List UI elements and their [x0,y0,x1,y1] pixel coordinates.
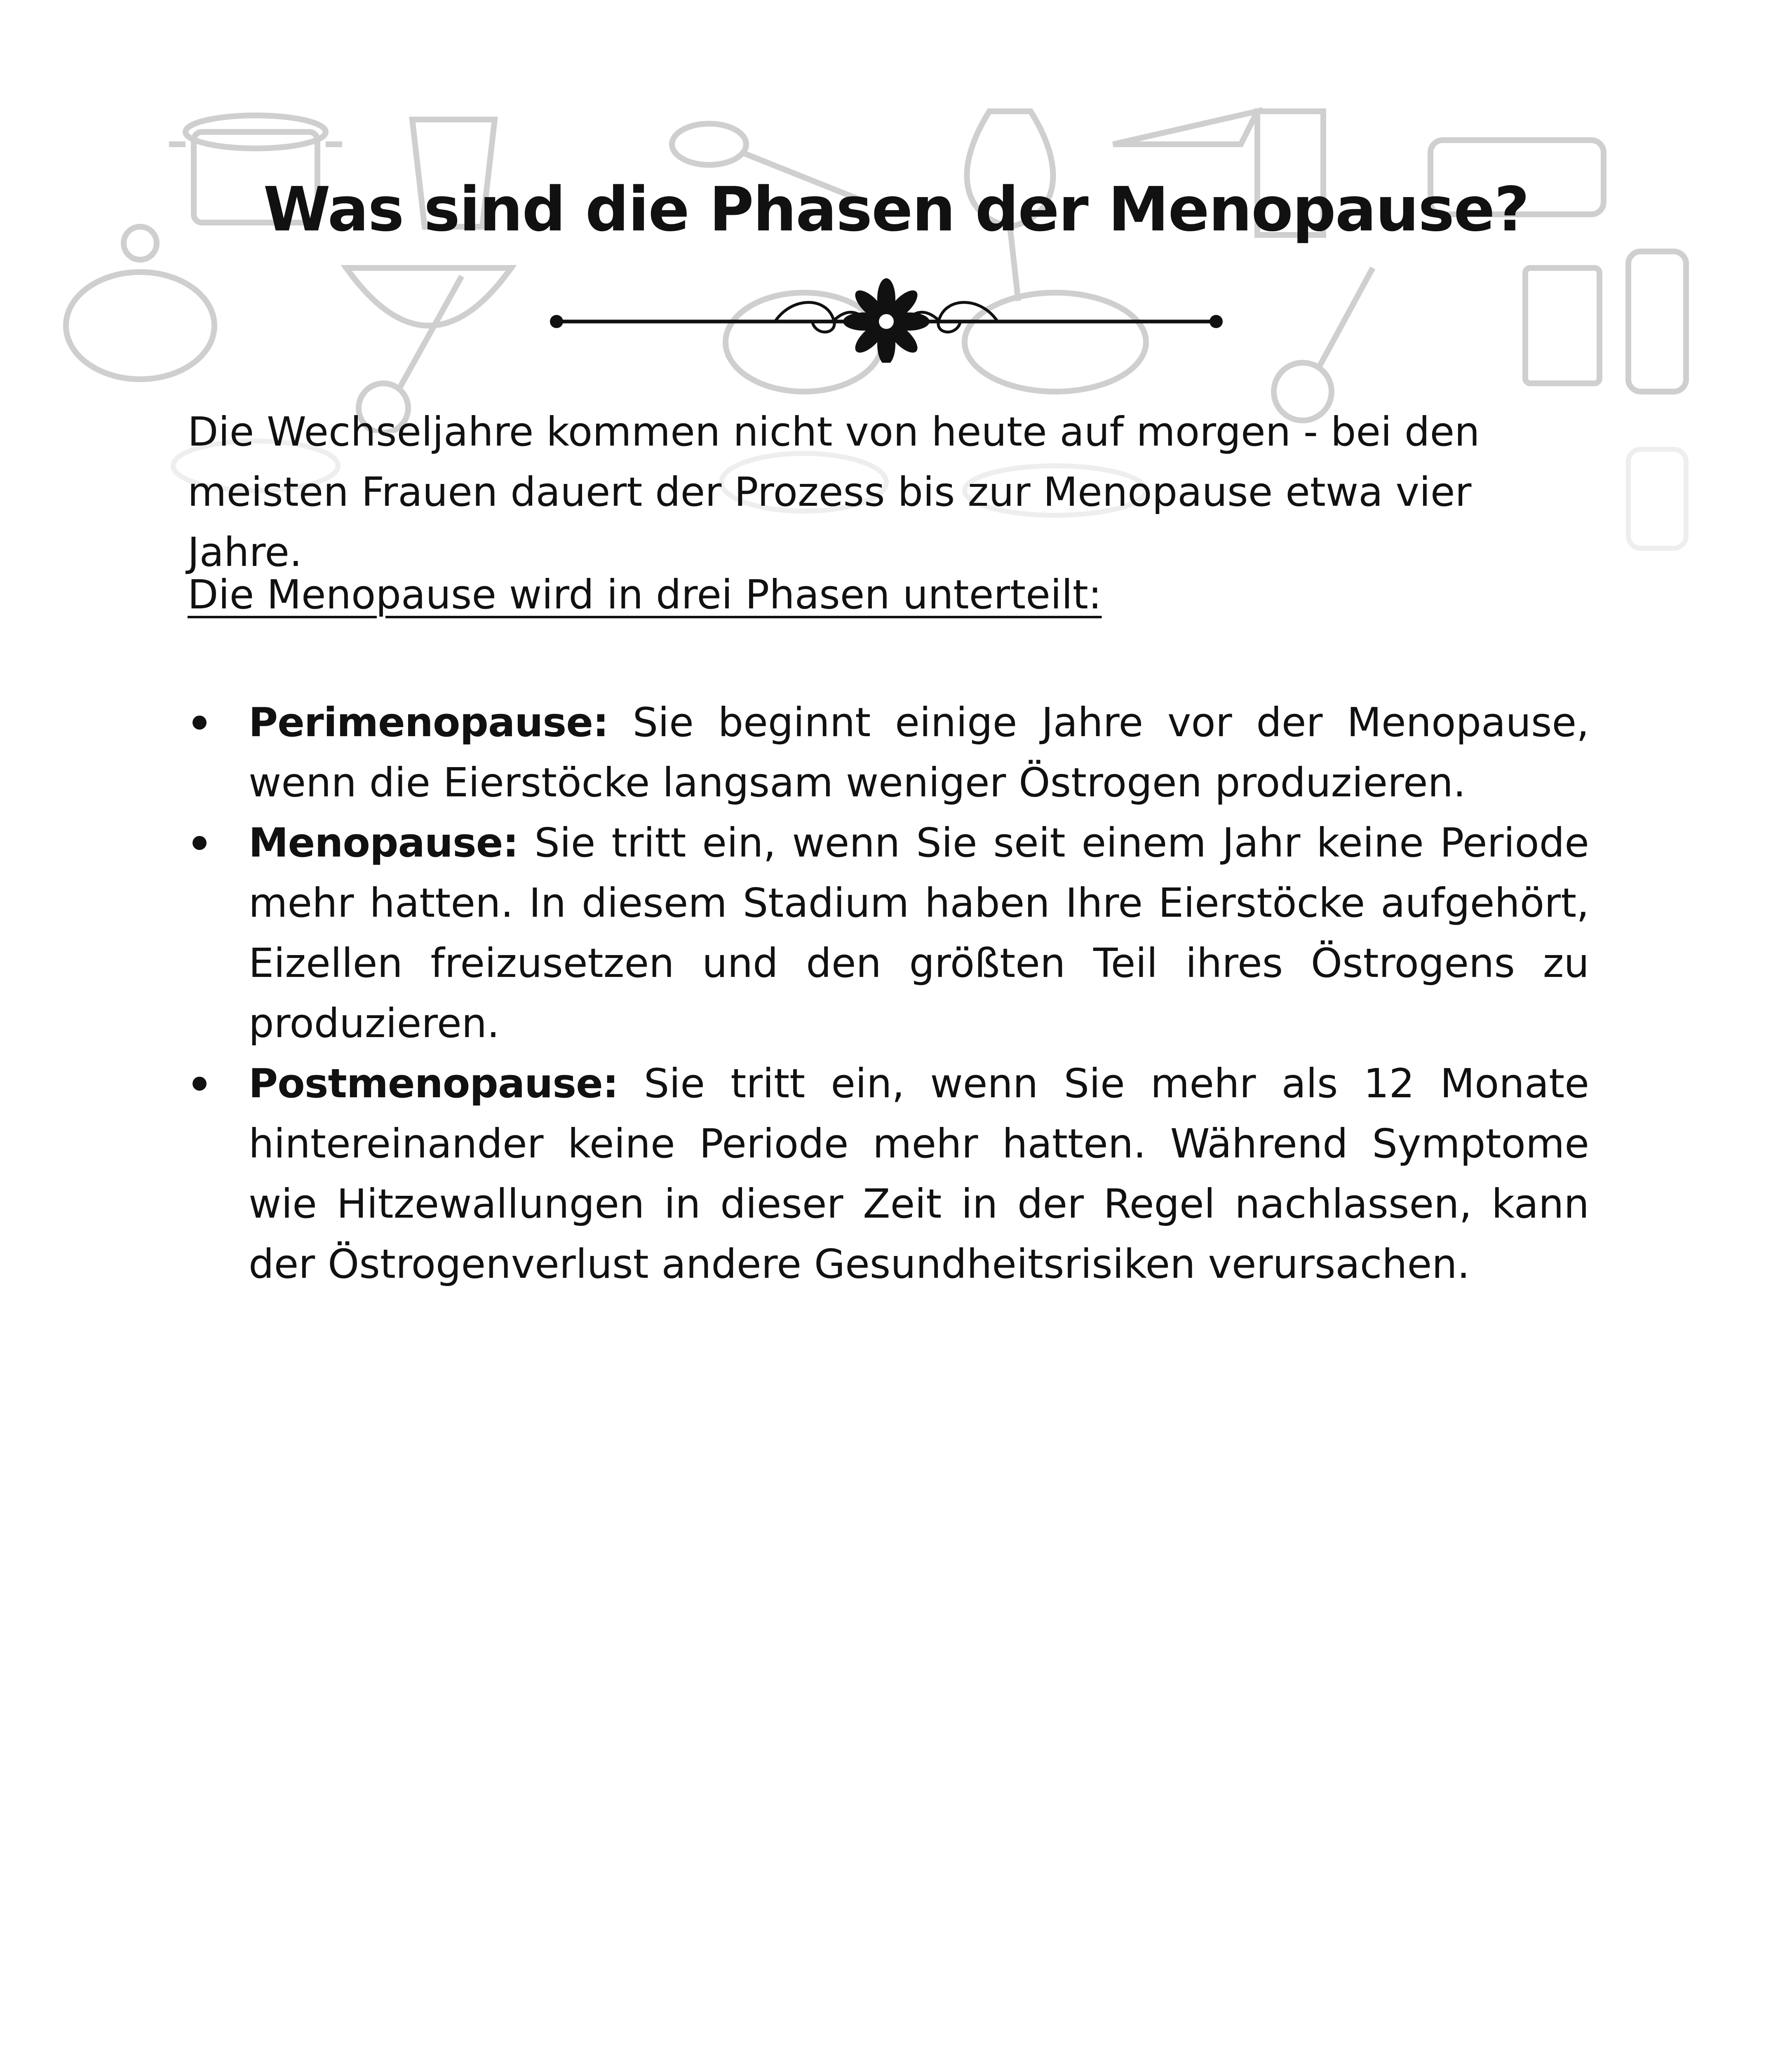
flourish-divider-icon [544,264,1228,363]
phase-description: Sie beginnt einige Jahre vor der Menopause, wenn die Eierstöcke langsam weniger Östrogen produzieren. [249,699,1589,806]
bullet-icon [193,836,207,850]
list-item-menopause [188,813,1589,1054]
phases-subheading: Die Menopause wird in drei Phasen unterteilt: [188,571,1102,618]
intro-paragraph: Die Wechseljahre kommen nicht von heute auf morgen - bei den meisten Frauen dauert der Prozess bis zur Menopause etwa vier Jahre. [188,408,1480,575]
phase-description: Sie tritt ein, wenn Sie mehr als 12 Monate hintereinander keine Periode mehr hatten. Während Symptome wie Hitzewallungen in dieser Zeit in der Regel nachlassen, kann der Östrogenverlust andere Gesundheitsrisiken verursachen. [249,1060,1589,1287]
phase-term: Postmenopause: [249,1060,618,1107]
phase-term: Perimenopause: [249,699,608,746]
list-item-postmenopause [188,1054,1589,1294]
page-title: Was sind die Phasen der Menopause? [263,174,1529,245]
bullet-icon [193,1077,207,1091]
bullet-icon [193,716,207,730]
phase-description: Sie tritt ein, wenn Sie seit einem Jahr keine Periode mehr hatten. In diesem Stadium haben Ihre Eierstöcke aufgehört, Eizellen freizusetzen und den größten Teil ihres Östrogens zu produzieren. [249,819,1589,1047]
phases-list [188,692,1589,1294]
list-item-perimenopause [188,692,1589,813]
phase-term: Menopause: [249,819,519,866]
